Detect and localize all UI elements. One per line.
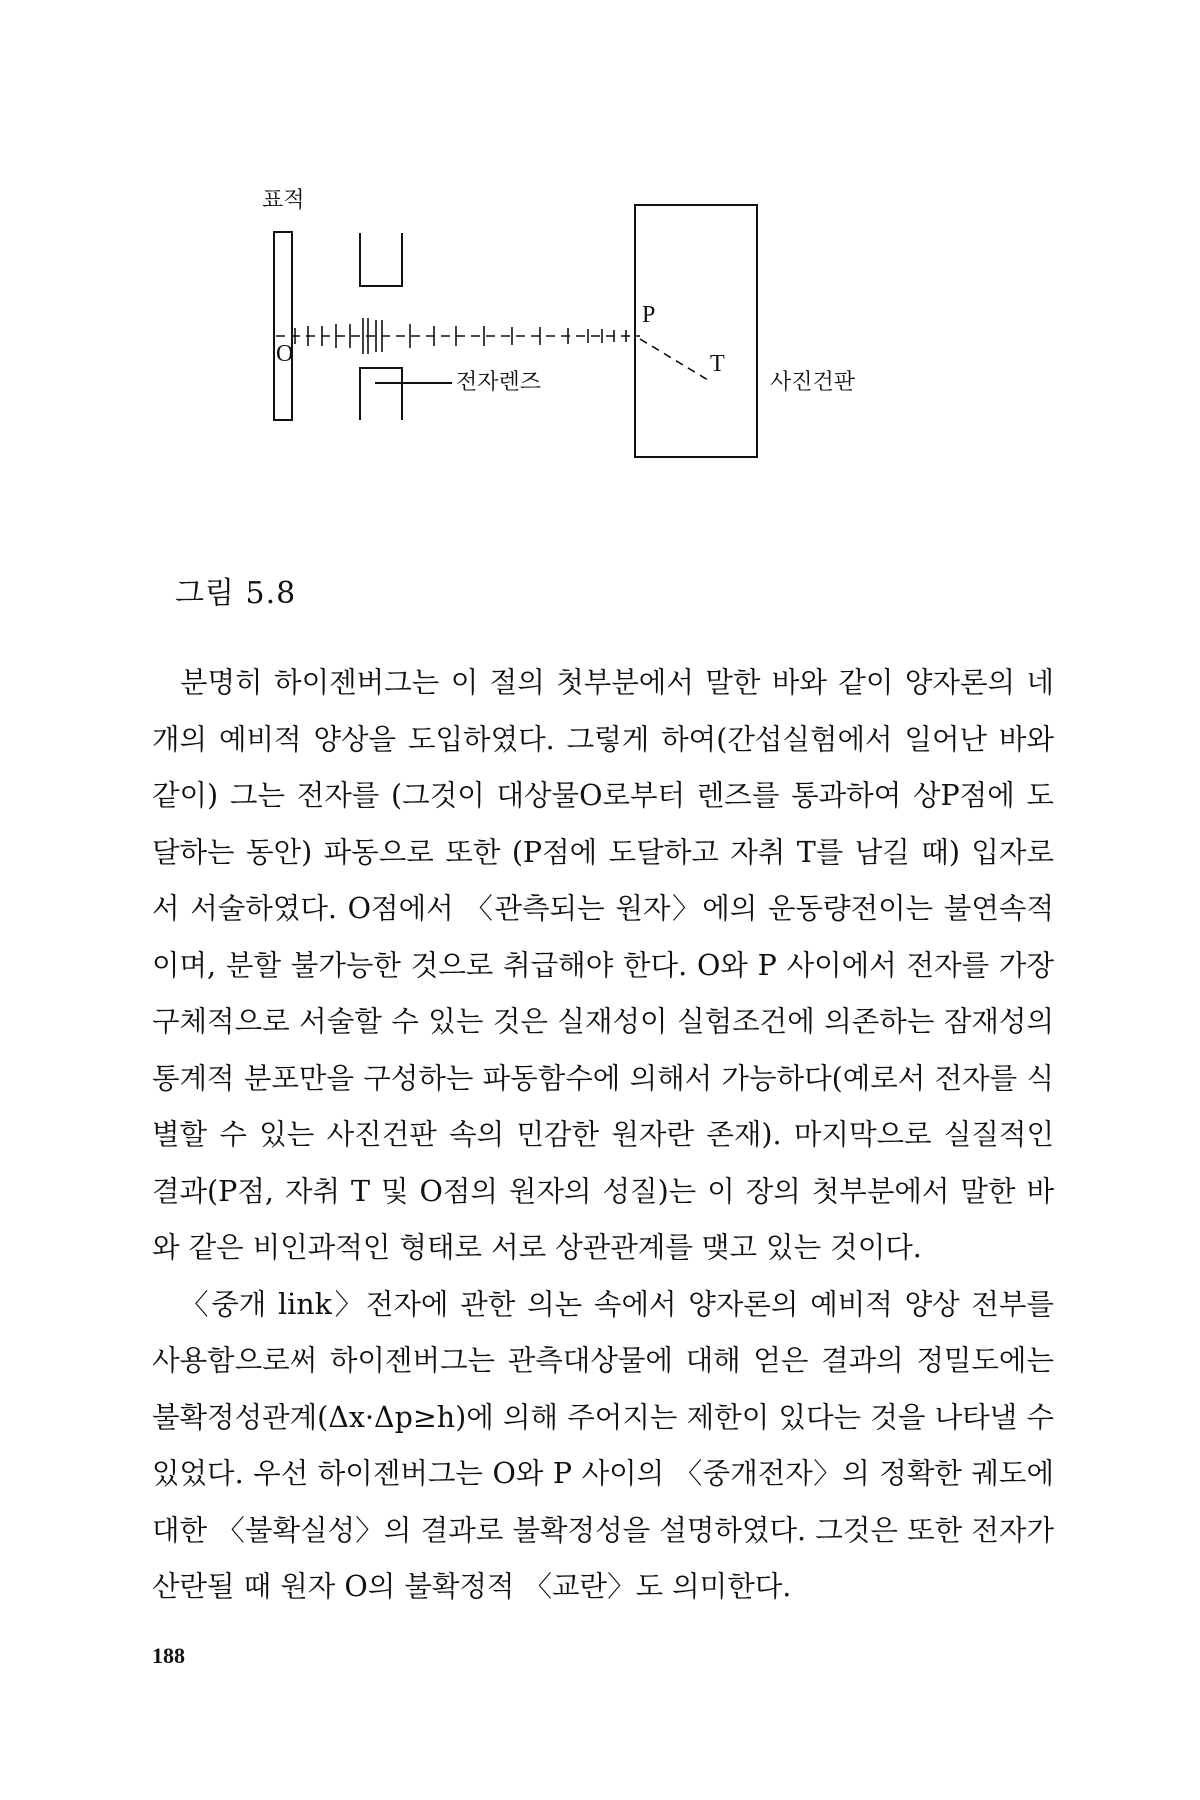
point-o-label: O <box>276 341 294 367</box>
plate-label: 사진건판 <box>770 370 856 395</box>
body-text <box>152 655 1054 1616</box>
figure-5-8 <box>250 188 1030 540</box>
lens-upper <box>360 233 402 286</box>
target-bar <box>274 232 292 420</box>
point-p-label: P <box>642 302 656 328</box>
lens-label: 전자렌즈 <box>456 370 542 395</box>
paragraph-2: 〈중개 link〉전자에 관한 의논 속에서 양자론의 예비적 양상 전부를 사용함으로써 하이젠버그는 관측대상물에 대해 얻은 결과의 정밀도에는 불확정성관계(Δx·Δp≥h)에 의해 주어지는 제한이 있다는 것을 나타낼 수 있었다. 우선 하이젠버그는 O와 P 사이의 〈중개전자〉의 정확한 궤도에 대한 〈불확실성〉의 결과로 불확정성을 설명하였다. 그것은 또한 전자가 산란될 때 원자 O의 불확정적 〈교란〉도 의미한다. <box>152 1287 1054 1603</box>
lens-lower <box>360 368 402 420</box>
track-t <box>640 339 708 380</box>
paragraph-1: 분명히 하이젠버그는 이 절의 첫부분에서 말한 바와 같이 양자론의 네 개의 예비적 양상을 도입하였다. 그렇게 하여(간섭실험에서 일어난 바와 같이) 그는 전자를 (그것이 대상물O로부터 렌즈를 통과하여 상P점에 도달하는 동안) 파동으로 또한 (P점에 도달하고 자취 T를 남길 때) 입자로서 서술하였다. O점에서 〈관측되는 원자〉에의 운동량전이는 불연속적이며, 분할 불가능한 것으로 취급해야 한다. O와 P 사이에서 전자를 가장 구체적으로 서술할 수 있는 것은 실재성이 실험조건에 의존하는 잠재성의 통계적 분포만을 구성하는 파동함수에 의해서 가능하다(예로서 전자를 식별할 수 있는 사진건판 속의 민감한 원자란 존재). 마지막으로 실질적인 결과(P점, 자취 T 및 O점의 원자의 성질)는 이 장의 첫부분에서 말한 바와 같은 비인과적인 형태로 서로 상관관계를 맺고 있는 것이다. <box>152 666 1054 1264</box>
page-number: 188 <box>152 1643 185 1668</box>
photographic-plate <box>635 205 757 457</box>
figure-caption: 그림 5.8 <box>175 576 297 611</box>
target-label: 표적 <box>262 188 305 213</box>
experiment-diagram <box>250 200 1030 540</box>
point-t-label: T <box>710 351 725 377</box>
